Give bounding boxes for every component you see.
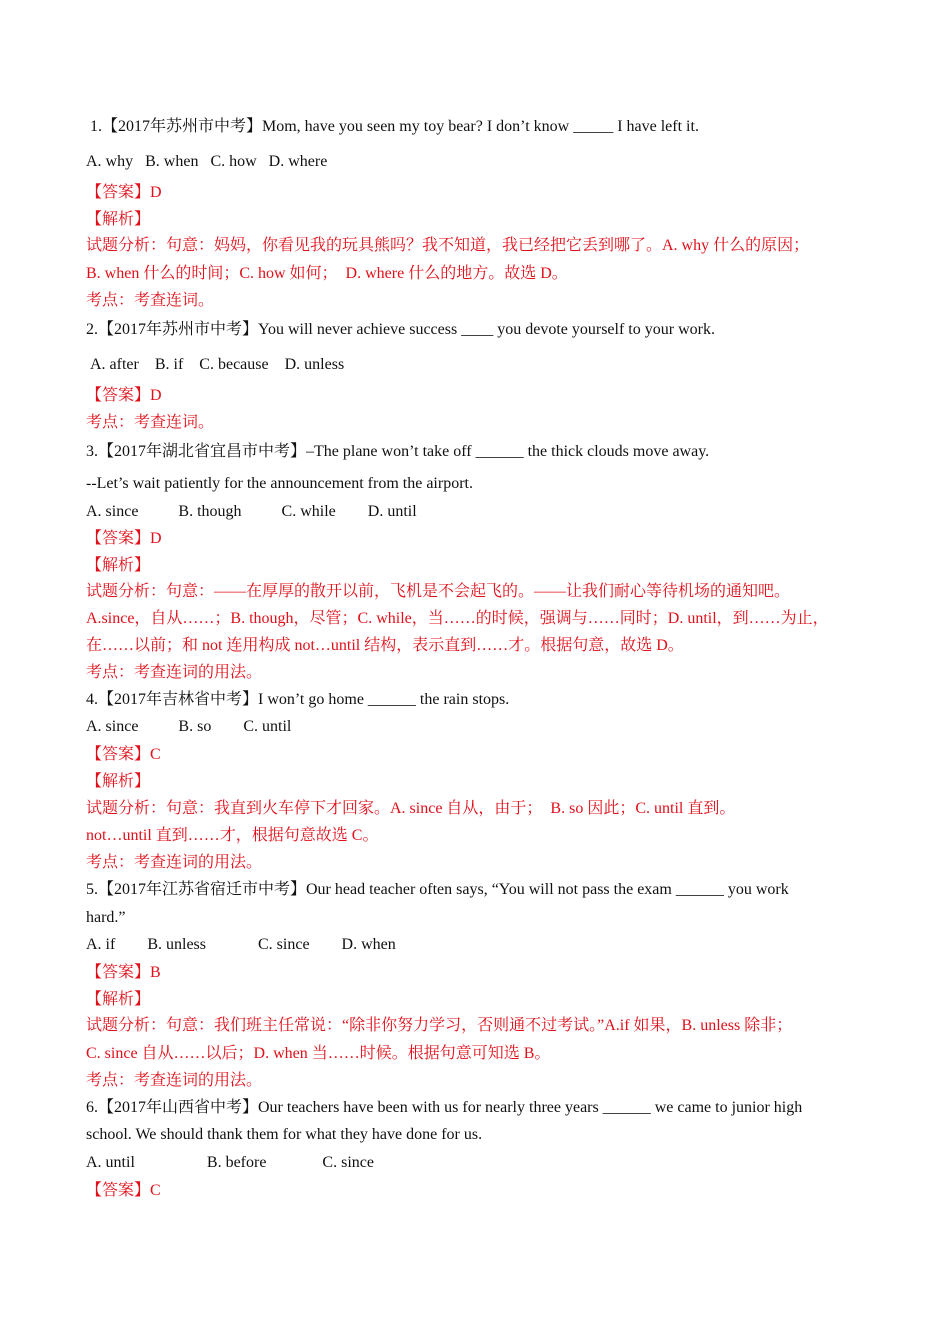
question-3-stem: 3.【2017年湖北省宜昌市中考】–The plane won’t take off ______ the thick clouds move away. — [86, 443, 710, 460]
question-4-options: A. since B. so C. until — [86, 718, 292, 735]
question-2-stem: 2.【2017年苏州市中考】You will never achieve success ____ you devote yourself to your work. — [86, 321, 715, 338]
question-1-stem: 1.【2017年苏州市中考】Mom, have you seen my toy bear? I don’t know _____ I have left it. — [90, 118, 699, 135]
question-5-options: A. if B. unless C. since D. when — [86, 936, 396, 953]
question-4-answer: 【答案】C — [86, 746, 161, 763]
question-5-analysis-line-2: C. since 自从……以后；D. when 当……时候。根据句意可知选 B。 — [86, 1045, 551, 1062]
question-2-point: 考点：考查连词。 — [86, 414, 215, 431]
question-6-options: A. until B. before C. since — [86, 1154, 374, 1171]
question-5-answer: 【答案】B — [86, 964, 161, 981]
question-4-analysis-line-2: not…until 直到……才，根据句意故选 C。 — [86, 827, 379, 844]
question-3-analysis-label: 【解析】 — [86, 557, 151, 574]
question-1-point: 考点：考查连词。 — [86, 292, 215, 309]
question-4-point: 考点：考查连词的用法。 — [86, 854, 263, 871]
question-1-analysis-label: 【解析】 — [86, 211, 151, 228]
question-1-answer: 【答案】D — [86, 184, 162, 201]
question-5-analysis-line-1: 试题分析：句意：我们班主任常说：“除非你努力学习，否则通不过考试。”A.if 如果，B. unless 除非； — [86, 1017, 793, 1034]
question-3-analysis-line-1: 试题分析：句意：——在厚厚的散开以前，飞机是不会起飞的。——让我们耐心等待机场的通知吧。 — [86, 583, 791, 600]
question-3-analysis-line-3: 在……以前；和 not 连用构成 not…until 结构，表示直到……才。根据句意，故选 D。 — [86, 637, 684, 654]
question-3-analysis-line-2: A.since，自从……；B. though，尽管；C. while，当……的时候，强调与……同时；D. until，到……为止， — [86, 610, 829, 627]
question-3-options: A. since B. though C. while D. until — [86, 503, 417, 520]
question-2-options: A. after B. if C. because D. unless — [90, 356, 345, 373]
question-1-analysis-line-1: 试题分析：句意：妈妈，你看见我的玩具熊吗？我不知道，我已经把它丢到哪了。A. why 什么的原因； — [86, 237, 810, 254]
question-1-options: A. why B. when C. how D. where — [86, 153, 328, 170]
question-1-analysis-line-2: B. when 什么的时间；C. how 如何； D. where 什么的地方。故选 D。 — [86, 265, 568, 282]
question-3-stem-line-2: --Let’s wait patiently for the announcement from the airport. — [86, 475, 473, 492]
question-4-analysis-line-1: 试题分析：句意：我直到火车停下才回家。A. since 自从，由于； B. so 因此；C. until 直到。 — [86, 800, 736, 817]
question-6-stem: 6.【2017年山西省中考】Our teachers have been with us for nearly three years ______ we came to junior high — [86, 1099, 803, 1116]
question-5-stem: 5.【2017年江苏省宿迁市中考】Our head teacher often says, “You will not pass the exam ______ you work — [86, 881, 789, 898]
question-5-stem-line-2: hard.” — [86, 909, 126, 926]
question-6-answer: 【答案】C — [86, 1182, 161, 1199]
question-3-answer: 【答案】D — [86, 530, 162, 547]
question-5-analysis-label: 【解析】 — [86, 991, 151, 1008]
question-2-answer: 【答案】D — [86, 387, 162, 404]
question-4-analysis-label: 【解析】 — [86, 773, 151, 790]
question-5-point: 考点：考查连词的用法。 — [86, 1072, 263, 1089]
question-4-stem: 4.【2017年吉林省中考】I won’t go home ______ the rain stops. — [86, 691, 510, 708]
question-3-point: 考点：考查连词的用法。 — [86, 664, 263, 681]
question-6-stem-line-2: school. We should thank them for what they have done for us. — [86, 1126, 483, 1143]
